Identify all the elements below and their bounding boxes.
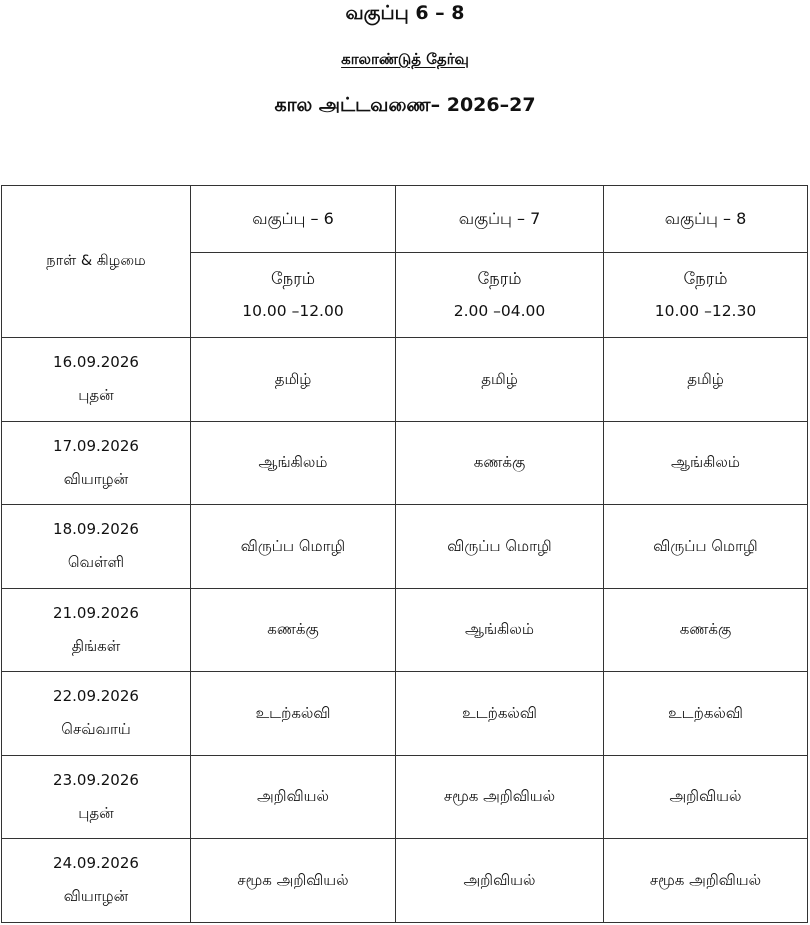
subject-cell: அறிவியல்	[604, 755, 808, 839]
date-cell	[2, 421, 191, 505]
table-row	[2, 839, 808, 923]
class-7-time	[396, 253, 604, 338]
date-cell	[2, 505, 191, 589]
exam-subtitle	[0, 50, 810, 70]
subject-cell: விருப்ப மொழி	[604, 505, 808, 589]
date: 17.09.2026	[53, 436, 139, 455]
subject-cell: சமூக அறிவியல்	[604, 839, 808, 923]
date: 23.09.2026	[53, 770, 139, 789]
table-row	[2, 338, 808, 422]
date: 24.09.2026	[53, 854, 139, 873]
subject-cell: தமிழ்	[396, 338, 604, 422]
table-row	[2, 421, 808, 505]
subject-cell: தமிழ்	[604, 338, 808, 422]
time-label: நேரம்	[477, 269, 522, 288]
subject-cell: கணக்கு	[191, 588, 396, 672]
date: 22.09.2026	[53, 687, 139, 706]
time-value: 10.00 –12.00	[242, 302, 344, 320]
schedule-title: கால அட்டவணை– 2026–27	[274, 94, 536, 116]
exam-subtitle-text: காலாண்டுத் தேர்வு	[341, 50, 469, 68]
subject-cell: உடற்கல்வி	[191, 672, 396, 756]
subject-cell: ஆங்கிலம்	[191, 421, 396, 505]
weekday: புதன்	[78, 386, 114, 405]
weekday: புதன்	[78, 803, 114, 822]
subject-cell: அறிவியல்	[396, 839, 604, 923]
subject-cell: உடற்கல்வி	[396, 672, 604, 756]
date-cell	[2, 338, 191, 422]
weekday: வியாழன்	[63, 887, 129, 906]
date: 16.09.2026	[53, 353, 139, 372]
subject-cell: உடற்கல்வி	[604, 672, 808, 756]
weekday: திங்கள்	[71, 636, 121, 655]
time-value: 10.00 –12.30	[654, 302, 757, 320]
time-label: நேரம்	[683, 269, 728, 288]
time-value: 2.00 –04.00	[453, 302, 546, 320]
table-row	[2, 505, 808, 589]
date: 18.09.2026	[53, 520, 139, 539]
date-cell	[2, 672, 191, 756]
subject-cell: அறிவியல்	[191, 755, 396, 839]
class-6-time	[191, 253, 396, 338]
table-row	[2, 672, 808, 756]
weekday: வெள்ளி	[67, 553, 125, 572]
subject-cell: விருப்ப மொழி	[191, 505, 396, 589]
subject-cell: கணக்கு	[396, 421, 604, 505]
table-row	[2, 755, 808, 839]
timetable	[1, 185, 808, 923]
date: 21.09.2026	[53, 603, 139, 622]
table-row	[2, 588, 808, 672]
subject-cell: தமிழ்	[191, 338, 396, 422]
class-7-header: வகுப்பு – 7	[396, 186, 604, 253]
subject-cell: ஆங்கிலம்	[396, 588, 604, 672]
class-8-time	[604, 253, 808, 338]
weekday: செவ்வாய்	[61, 720, 131, 739]
weekday: வியாழன்	[63, 469, 129, 488]
day-column-header: நாள் & கிழமை	[2, 186, 191, 338]
subject-cell: சமூக அறிவியல்	[191, 839, 396, 923]
class-6-header: வகுப்பு – 6	[191, 186, 396, 253]
time-label: நேரம்	[270, 269, 316, 288]
date-cell	[2, 755, 191, 839]
subject-cell: ஆங்கிலம்	[604, 421, 808, 505]
subject-cell: சமூக அறிவியல்	[396, 755, 604, 839]
subject-cell: கணக்கு	[604, 588, 808, 672]
class-8-header: வகுப்பு – 8	[604, 186, 808, 253]
page-title: வகுப்பு 6 – 8	[345, 2, 465, 24]
date-cell	[2, 588, 191, 672]
date-cell	[2, 839, 191, 923]
header-row-classes	[2, 186, 808, 253]
subject-cell: விருப்ப மொழி	[396, 505, 604, 589]
